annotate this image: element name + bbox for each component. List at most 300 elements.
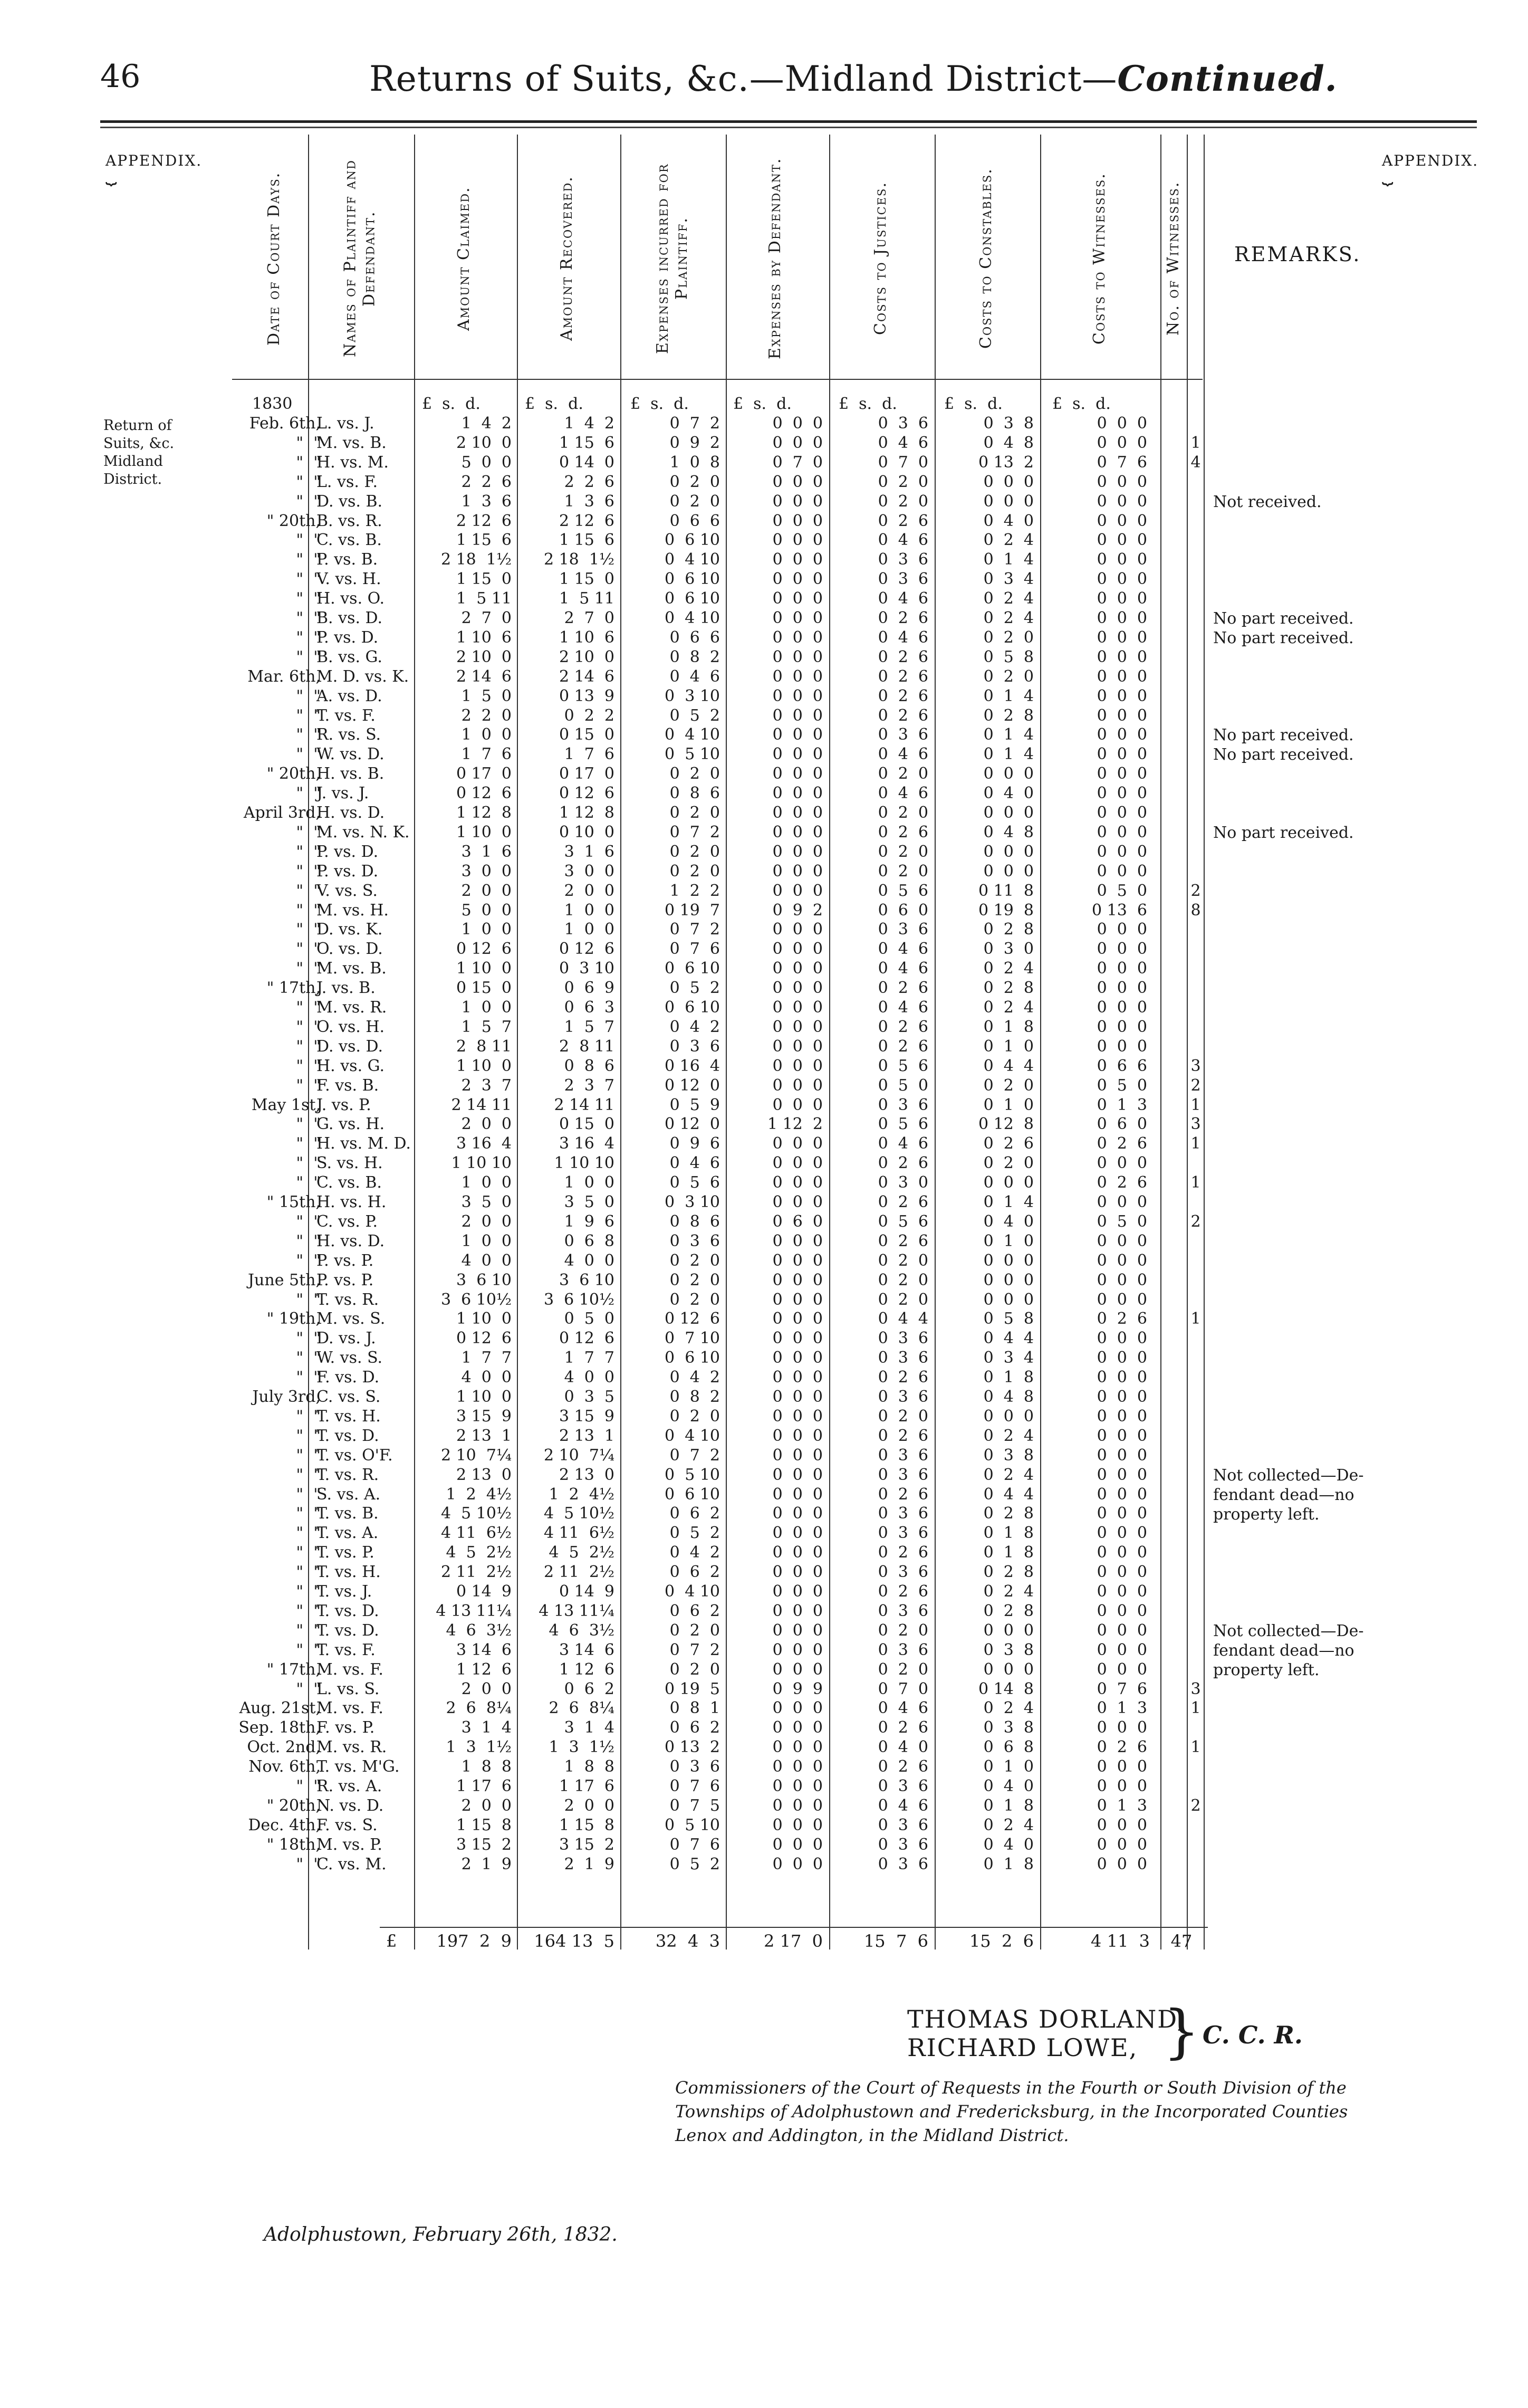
cell-exp-plaintiff: 0 3 6 xyxy=(669,1037,720,1056)
cell-constables: 0 4 4 xyxy=(983,1329,1034,1348)
units-justices: £ s. d. xyxy=(839,395,897,413)
cell-recovered: 4 11 6½ xyxy=(543,1524,614,1543)
cell-justices: 0 6 0 xyxy=(878,901,928,920)
cell-names: M. vs. N. K. xyxy=(316,823,410,842)
remark: No part received. No part received. xyxy=(1213,726,1354,765)
remark: Not collected—De- fendant dead—no property left. xyxy=(1213,1466,1364,1524)
cell-exp-plaintiff: 0 6 10 xyxy=(665,1349,720,1368)
cell-witness-costs: 0 0 0 xyxy=(1097,414,1147,433)
cell-constables: 0 2 0 xyxy=(983,1076,1034,1095)
top-rule xyxy=(100,120,1477,123)
cell-date: " " xyxy=(296,1017,321,1036)
cell-recovered: 1 0 0 xyxy=(564,1173,614,1192)
table-row xyxy=(0,1115,1528,1134)
cell-recovered: 3 0 0 xyxy=(564,862,614,881)
cell-date: " " xyxy=(296,472,321,491)
cell-claimed: 2 13 0 xyxy=(456,1465,512,1484)
cell-names: T. vs. H. xyxy=(316,1407,381,1426)
cell-constables: 0 2 8 xyxy=(983,1563,1034,1582)
cell-justices: 0 4 6 xyxy=(878,628,928,647)
cell-justices: 0 5 6 xyxy=(878,881,928,900)
header-names: Names of Plaintiff and Defendant. xyxy=(341,159,379,358)
cell-claimed: 2 2 0 xyxy=(461,706,512,725)
cell-claimed: 2 1 9 xyxy=(461,1855,512,1874)
cell-date: " " xyxy=(296,570,321,589)
cell-names: H. vs. G. xyxy=(316,1056,385,1075)
cell-recovered: 2 11 2½ xyxy=(543,1563,614,1582)
cell-names: T. vs. M'G. xyxy=(316,1757,400,1776)
cell-constables: 0 1 4 xyxy=(983,686,1034,705)
cell-claimed: 2 0 0 xyxy=(461,881,512,900)
cell-exp-defendant: 0 0 0 xyxy=(772,1095,823,1114)
cell-witness-count: 3 xyxy=(1190,1679,1201,1698)
cell-date: May 1st, xyxy=(251,1095,321,1114)
cell-recovered: 1 17 6 xyxy=(559,1777,614,1795)
cell-exp-plaintiff: 0 19 5 xyxy=(665,1679,720,1698)
cell-witness-costs: 0 0 0 xyxy=(1097,920,1147,939)
cell-witness-costs: 0 0 0 xyxy=(1097,1660,1147,1679)
units-constables: £ s. d. xyxy=(944,395,1003,413)
cell-exp-defendant: 0 0 0 xyxy=(772,1154,823,1173)
cell-justices: 0 7 0 xyxy=(878,1679,928,1698)
cell-recovered: 0 3 10 xyxy=(559,959,614,978)
total-witness-costs: 4 11 3 xyxy=(1091,1931,1150,1951)
cell-names: O. vs. D. xyxy=(316,940,383,959)
cell-witness-costs: 0 0 0 xyxy=(1097,1621,1147,1640)
cell-witness-costs: 0 0 0 xyxy=(1097,1640,1147,1659)
cell-recovered: 0 8 6 xyxy=(564,1056,614,1075)
table-row xyxy=(0,1718,1528,1737)
cell-exp-plaintiff: 0 7 2 xyxy=(669,920,720,939)
table-row xyxy=(0,1057,1528,1076)
cell-exp-defendant: 0 0 0 xyxy=(772,842,823,861)
table-row xyxy=(0,706,1528,725)
cell-exp-defendant: 0 0 0 xyxy=(772,784,823,803)
cell-constables: 0 0 0 xyxy=(983,1660,1034,1679)
cell-date: " " xyxy=(296,492,321,511)
title-main: Returns of Suits, &c.—Midland District— xyxy=(369,59,1118,99)
cell-recovered: 0 6 8 xyxy=(564,1231,614,1250)
table-row xyxy=(0,1368,1528,1387)
cell-claimed: 0 17 0 xyxy=(456,765,512,783)
cell-recovered: 0 12 6 xyxy=(559,1329,614,1348)
cell-constables: 0 0 0 xyxy=(983,1290,1034,1309)
cell-exp-plaintiff: 0 16 4 xyxy=(665,1056,720,1075)
cell-witness-costs: 0 0 0 xyxy=(1097,784,1147,803)
cell-date: Dec. 4th, xyxy=(248,1815,321,1834)
cell-date: " " xyxy=(296,784,321,803)
cell-claimed: 2 0 0 xyxy=(461,1679,512,1698)
cell-justices: 0 3 6 xyxy=(878,1777,928,1795)
cell-witness-count: 1 xyxy=(1190,1738,1201,1757)
cell-recovered: 0 14 9 xyxy=(559,1582,614,1601)
cell-recovered: 2 3 7 xyxy=(564,1076,614,1095)
cell-exp-defendant: 0 0 0 xyxy=(772,823,823,842)
cell-claimed: 1 10 0 xyxy=(456,1310,512,1329)
cell-names: P. vs. P. xyxy=(316,1270,374,1289)
cell-exp-plaintiff: 1 0 8 xyxy=(669,453,720,472)
cell-recovered: 1 5 11 xyxy=(559,589,614,608)
cell-recovered: 1 12 8 xyxy=(559,804,614,822)
year-label: 1830 xyxy=(252,395,293,413)
cell-witness-costs: 0 0 0 xyxy=(1097,1601,1147,1620)
cell-names: T. vs. D. xyxy=(316,1426,379,1445)
table-row xyxy=(0,434,1528,453)
cell-exp-defendant: 0 0 0 xyxy=(772,1640,823,1659)
cell-names: T. vs. B. xyxy=(316,1504,379,1523)
cell-claimed: 1 10 6 xyxy=(456,628,512,647)
cell-constables: 0 5 8 xyxy=(983,647,1034,666)
cell-claimed: 3 6 10½ xyxy=(440,1290,512,1309)
cell-claimed: 2 14 11 xyxy=(451,1095,512,1114)
cell-names: P. vs. B. xyxy=(316,550,378,569)
cell-recovered: 0 13 9 xyxy=(559,686,614,705)
cell-exp-plaintiff: 0 2 0 xyxy=(669,1290,720,1309)
cell-exp-defendant: 0 0 0 xyxy=(772,725,823,744)
cell-claimed: 1 5 7 xyxy=(461,1017,512,1036)
cell-exp-plaintiff: 0 6 2 xyxy=(669,1504,720,1523)
cell-claimed: 3 16 4 xyxy=(456,1134,512,1153)
remark: Not collected—De- fendant dead—no property left. xyxy=(1213,1621,1364,1679)
cell-claimed: 2 10 0 xyxy=(456,647,512,666)
table-row xyxy=(0,998,1528,1017)
cell-date: " " xyxy=(296,1640,321,1659)
cell-constables: 0 19 8 xyxy=(978,901,1034,920)
cell-constables: 0 4 0 xyxy=(983,511,1034,530)
cell-recovered: 2 8 11 xyxy=(559,1037,614,1056)
cell-claimed: 1 3 1½ xyxy=(446,1738,512,1757)
table-row xyxy=(0,1446,1528,1465)
cell-constables: 0 3 8 xyxy=(983,1446,1034,1465)
totals-row xyxy=(0,1931,1528,1952)
cell-date: " " xyxy=(296,1426,321,1445)
cell-justices: 0 4 6 xyxy=(878,745,928,764)
cell-recovered: 0 6 9 xyxy=(564,979,614,998)
cell-names: W. vs. D. xyxy=(316,745,385,764)
cell-constables: 0 0 0 xyxy=(983,1270,1034,1289)
cell-exp-plaintiff: 0 19 7 xyxy=(665,901,720,920)
cell-claimed: 2 6 8¼ xyxy=(446,1699,512,1718)
cell-exp-plaintiff: 0 5 10 xyxy=(665,1815,720,1834)
cell-claimed: 1 5 11 xyxy=(456,589,512,608)
cell-claimed: 1 10 0 xyxy=(456,1388,512,1406)
cell-recovered: 3 6 10 xyxy=(559,1270,614,1289)
cell-claimed: 3 15 9 xyxy=(456,1407,512,1426)
cell-exp-plaintiff: 0 4 2 xyxy=(669,1543,720,1562)
cell-claimed: 2 2 6 xyxy=(461,472,512,491)
cell-constables: 0 0 0 xyxy=(983,862,1034,881)
cell-constables: 0 2 4 xyxy=(983,1426,1034,1445)
cell-date: " " xyxy=(296,647,321,666)
cell-witness-costs: 0 0 0 xyxy=(1097,1407,1147,1426)
cell-exp-defendant: 0 0 0 xyxy=(772,1718,823,1737)
cell-names: J. vs. P. xyxy=(316,1095,371,1114)
signatories xyxy=(907,2005,1186,2062)
units-recovered: £ s. d. xyxy=(525,395,583,413)
table-row xyxy=(0,843,1528,862)
table-row xyxy=(0,512,1528,531)
cell-justices: 0 5 6 xyxy=(878,1056,928,1075)
cell-names: H. vs. D. xyxy=(316,1231,385,1250)
cell-justices: 0 2 6 xyxy=(878,1543,928,1562)
cell-constables: 0 6 8 xyxy=(983,1738,1034,1757)
appendix-right-text: APPENDIX. xyxy=(1382,152,1479,169)
cell-names: T. vs. J. xyxy=(316,1582,372,1601)
cell-exp-plaintiff: 0 2 0 xyxy=(669,1270,720,1289)
cell-constables: 0 3 8 xyxy=(983,414,1034,433)
cell-recovered: 2 7 0 xyxy=(564,609,614,627)
cell-witness-costs: 0 0 0 xyxy=(1097,1037,1147,1056)
cell-witness-costs: 0 0 0 xyxy=(1097,647,1147,666)
cell-witness-costs: 0 0 0 xyxy=(1097,1154,1147,1173)
cell-date: " " xyxy=(296,745,321,764)
cell-justices: 0 3 6 xyxy=(878,1640,928,1659)
cell-date: " " xyxy=(296,1056,321,1075)
table-row xyxy=(0,959,1528,978)
cell-date: " " xyxy=(296,1251,321,1270)
cell-date: " " xyxy=(296,706,321,725)
cell-exp-plaintiff: 0 5 6 xyxy=(669,1173,720,1192)
cell-exp-plaintiff: 0 7 6 xyxy=(669,940,720,959)
cell-witness-costs: 0 0 0 xyxy=(1097,1855,1147,1874)
cell-witness-costs: 0 0 0 xyxy=(1097,1193,1147,1211)
total-justices: 15 7 6 xyxy=(863,1931,928,1951)
cell-claimed: 2 10 0 xyxy=(456,433,512,452)
cell-claimed: 2 0 0 xyxy=(461,1212,512,1231)
cell-names: H. vs. H. xyxy=(316,1193,387,1211)
cell-constables: 0 4 8 xyxy=(983,433,1034,452)
cell-names: S. vs. H. xyxy=(316,1154,383,1173)
cell-claimed: 3 1 6 xyxy=(461,842,512,861)
cell-date: " " xyxy=(296,1777,321,1795)
cell-exp-plaintiff: 0 6 10 xyxy=(665,570,720,589)
cell-constables: 0 4 0 xyxy=(983,1835,1034,1854)
cell-justices: 0 3 6 xyxy=(878,1815,928,1834)
cell-names: C. vs. B. xyxy=(316,531,382,550)
cell-constables: 0 2 4 xyxy=(983,959,1034,978)
cell-claimed: 2 18 1½ xyxy=(440,550,512,569)
cell-exp-defendant: 0 0 0 xyxy=(772,1660,823,1679)
cell-justices: 0 2 0 xyxy=(878,842,928,861)
cell-date: " " xyxy=(296,1407,321,1426)
cell-justices: 0 3 6 xyxy=(878,1388,928,1406)
cell-names: S. vs. A. xyxy=(316,1485,381,1504)
cell-exp-plaintiff: 0 6 2 xyxy=(669,1718,720,1737)
cell-exp-defendant: 0 0 0 xyxy=(772,1056,823,1075)
cell-recovered: 1 4 2 xyxy=(564,414,614,433)
ccr-label: C. C. R. xyxy=(1203,2021,1303,2049)
table-row xyxy=(0,940,1528,959)
cell-constables: 0 2 8 xyxy=(983,979,1034,998)
cell-exp-plaintiff: 0 7 2 xyxy=(669,1446,720,1465)
cell-recovered: 4 0 0 xyxy=(564,1251,614,1270)
cell-claimed: 1 5 0 xyxy=(461,686,512,705)
cell-recovered: 0 6 3 xyxy=(564,998,614,1017)
cell-constables: 0 14 8 xyxy=(978,1679,1034,1698)
cell-exp-defendant: 0 0 0 xyxy=(772,1524,823,1543)
remark: Not received. xyxy=(1213,492,1322,511)
cell-witness-costs: 0 0 0 xyxy=(1097,1524,1147,1543)
cell-justices: 0 3 6 xyxy=(878,414,928,433)
cell-exp-defendant: 0 0 0 xyxy=(772,1426,823,1445)
cell-justices: 0 2 6 xyxy=(878,1582,928,1601)
cell-justices: 0 2 6 xyxy=(878,647,928,666)
table-row xyxy=(0,1018,1528,1037)
cell-claimed: 1 0 0 xyxy=(461,920,512,939)
cell-exp-defendant: 0 0 0 xyxy=(772,998,823,1017)
cell-exp-defendant: 0 0 0 xyxy=(772,570,823,589)
table-row xyxy=(0,1563,1528,1582)
cell-recovered: 0 12 6 xyxy=(559,784,614,803)
cell-exp-plaintiff: 0 7 5 xyxy=(669,1796,720,1815)
cell-constables: 0 3 8 xyxy=(983,1640,1034,1659)
cell-witness-costs: 0 1 3 xyxy=(1097,1796,1147,1815)
table-row xyxy=(0,1193,1528,1212)
cell-date: " " xyxy=(296,433,321,452)
cell-claimed: 1 4 2 xyxy=(461,414,512,433)
cell-constables: 0 1 0 xyxy=(983,1037,1034,1056)
cell-constables: 0 3 4 xyxy=(983,1349,1034,1368)
cell-exp-plaintiff: 0 7 6 xyxy=(669,1777,720,1795)
cell-date: " 20th, xyxy=(266,765,321,783)
cell-justices: 0 3 6 xyxy=(878,1835,928,1854)
cell-exp-defendant: 0 0 0 xyxy=(772,804,823,822)
cell-names: T. vs. D. xyxy=(316,1621,379,1640)
cell-names: A. vs. D. xyxy=(316,686,382,705)
cell-exp-plaintiff: 0 9 2 xyxy=(669,433,720,452)
cell-claimed: 2 14 6 xyxy=(456,667,512,686)
cell-recovered: 4 13 11¼ xyxy=(539,1601,614,1620)
cell-claimed: 3 15 2 xyxy=(456,1835,512,1854)
total-claimed: 197 2 9 xyxy=(436,1931,512,1951)
cell-recovered: 3 5 0 xyxy=(564,1193,614,1211)
cell-recovered: 1 3 1½ xyxy=(549,1738,614,1757)
cell-justices: 0 2 0 xyxy=(878,1270,928,1289)
cell-names: C. vs. P. xyxy=(316,1212,378,1231)
cell-recovered: 1 15 6 xyxy=(559,433,614,452)
cell-witness-costs: 0 0 0 xyxy=(1097,1757,1147,1776)
cell-date: " " xyxy=(296,1543,321,1562)
cell-exp-plaintiff: 0 12 6 xyxy=(665,1310,720,1329)
cell-witness-costs: 0 0 0 xyxy=(1097,531,1147,550)
cell-witness-costs: 0 0 0 xyxy=(1097,1777,1147,1795)
cell-date: " " xyxy=(296,842,321,861)
cell-witness-costs: 0 5 0 xyxy=(1097,881,1147,900)
cell-recovered: 2 13 1 xyxy=(559,1426,614,1445)
cell-names: M. vs. S. xyxy=(316,1310,386,1329)
table-row xyxy=(0,550,1528,569)
cell-justices: 0 4 6 xyxy=(878,531,928,550)
cell-exp-plaintiff: 0 4 2 xyxy=(669,1017,720,1036)
cell-names: C. vs. M. xyxy=(316,1855,387,1874)
units-witnesses: £ s. d. xyxy=(1052,395,1111,413)
cell-names: T. vs. R. xyxy=(316,1290,379,1309)
cell-date: " " xyxy=(296,589,321,608)
cell-claimed: 1 0 0 xyxy=(461,1173,512,1192)
cell-exp-defendant: 0 9 9 xyxy=(772,1679,823,1698)
cell-names: V. vs. S. xyxy=(316,881,378,900)
table-row xyxy=(0,648,1528,667)
cell-recovered: 0 15 0 xyxy=(559,725,614,744)
cell-date: " " xyxy=(296,1173,321,1192)
table-row xyxy=(0,1582,1528,1601)
cell-claimed: 3 6 10 xyxy=(456,1270,512,1289)
cell-date: " 17th, xyxy=(266,979,321,998)
cell-recovered: 2 1 9 xyxy=(564,1855,614,1874)
cell-names: C. vs. B. xyxy=(316,1173,382,1192)
table-row xyxy=(0,667,1528,686)
cell-exp-defendant: 0 0 0 xyxy=(772,492,823,511)
page-title xyxy=(369,58,1338,99)
cell-date: " 20th, xyxy=(266,511,321,530)
cell-justices: 0 2 6 xyxy=(878,1154,928,1173)
cell-exp-plaintiff: 0 6 10 xyxy=(665,531,720,550)
cell-date: Aug. 21st, xyxy=(239,1699,321,1718)
cell-justices: 0 2 6 xyxy=(878,1037,928,1056)
cell-witness-costs: 0 0 0 xyxy=(1097,1231,1147,1250)
cell-names: B. vs. R. xyxy=(316,511,382,530)
cell-witness-costs: 0 0 0 xyxy=(1097,823,1147,842)
cell-exp-plaintiff: 0 13 2 xyxy=(665,1738,720,1757)
cell-justices: 0 3 6 xyxy=(878,1095,928,1114)
cell-exp-plaintiff: 0 8 1 xyxy=(669,1699,720,1718)
cell-recovered: 1 8 8 xyxy=(564,1757,614,1776)
cell-exp-defendant: 0 0 0 xyxy=(772,433,823,452)
table-row xyxy=(0,1154,1528,1173)
cell-exp-defendant: 0 0 0 xyxy=(772,531,823,550)
cell-names: P. vs. P. xyxy=(316,1251,374,1270)
cell-exp-defendant: 0 0 0 xyxy=(772,1796,823,1815)
cell-witness-costs: 0 6 0 xyxy=(1097,1115,1147,1134)
cell-claimed: 2 11 2½ xyxy=(440,1563,512,1582)
cell-names: M. vs. B. xyxy=(316,433,387,452)
cell-exp-plaintiff: 0 5 2 xyxy=(669,706,720,725)
cell-recovered: 0 15 0 xyxy=(559,1115,614,1134)
cell-witness-count: 2 xyxy=(1190,881,1201,900)
cell-names: P. vs. D. xyxy=(316,862,379,881)
cell-exp-defendant: 0 0 0 xyxy=(772,1582,823,1601)
cell-claimed: 1 10 10 xyxy=(451,1154,512,1173)
cell-justices: 0 2 6 xyxy=(878,609,928,627)
cell-exp-plaintiff: 0 7 2 xyxy=(669,823,720,842)
cell-names: M. vs. F. xyxy=(316,1660,383,1679)
cell-witness-costs: 0 0 0 xyxy=(1097,706,1147,725)
cell-justices: 0 4 6 xyxy=(878,1796,928,1815)
cell-witness-count: 1 xyxy=(1190,1699,1201,1718)
cell-claimed: 1 10 0 xyxy=(456,1056,512,1075)
cell-witness-costs: 0 0 0 xyxy=(1097,1446,1147,1465)
header-exp-plaintiff: Expenses incurred for Plaintiff. xyxy=(654,163,691,354)
cell-constables: 0 4 8 xyxy=(983,823,1034,842)
cell-exp-defendant: 0 0 0 xyxy=(772,1485,823,1504)
table-row xyxy=(0,979,1528,998)
cell-justices: 0 3 6 xyxy=(878,1329,928,1348)
cell-exp-defendant: 0 0 0 xyxy=(772,765,823,783)
cell-witness-count: 1 xyxy=(1190,1310,1201,1329)
cell-justices: 0 4 6 xyxy=(878,940,928,959)
cell-exp-plaintiff: 0 8 2 xyxy=(669,647,720,666)
cell-exp-defendant: 0 0 0 xyxy=(772,609,823,627)
cell-exp-defendant: 0 0 0 xyxy=(772,550,823,569)
cell-exp-plaintiff: 0 6 10 xyxy=(665,1485,720,1504)
cell-exp-defendant: 0 0 0 xyxy=(772,1621,823,1640)
cell-names: H. vs. M. D. xyxy=(316,1134,411,1153)
cell-exp-plaintiff: 0 4 10 xyxy=(665,725,720,744)
cell-date: " " xyxy=(296,1601,321,1620)
cell-justices: 0 7 0 xyxy=(878,453,928,472)
cell-constables: 0 1 0 xyxy=(983,1231,1034,1250)
cell-date: " 17th, xyxy=(266,1660,321,1679)
